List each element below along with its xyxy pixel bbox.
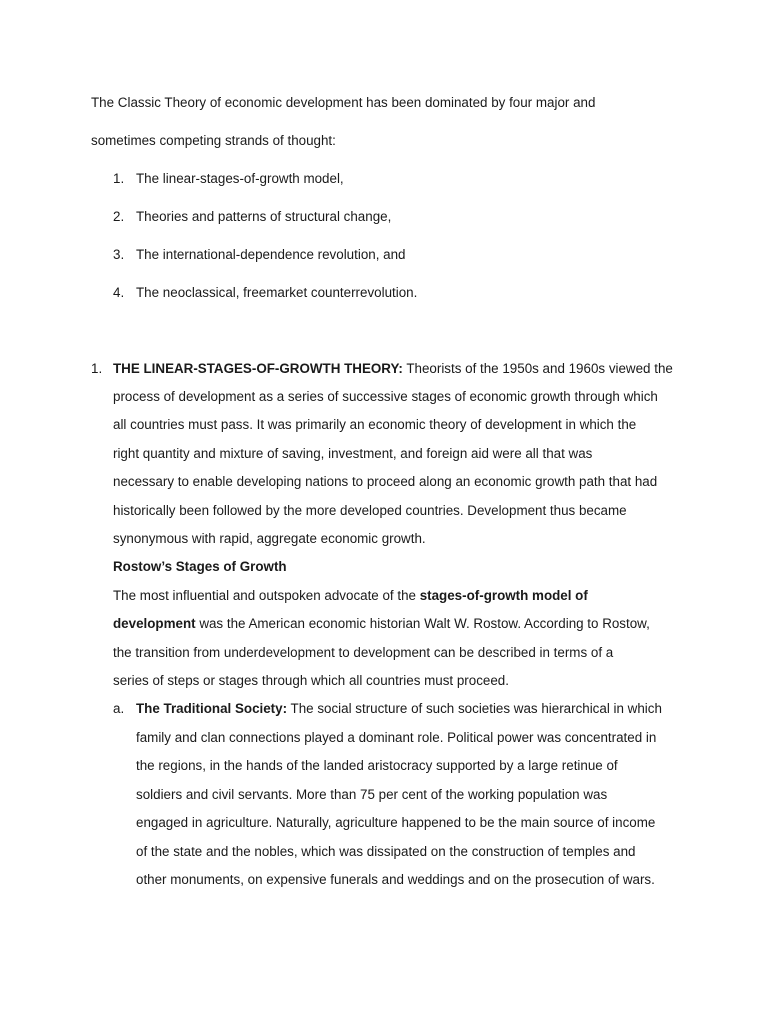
section-line: right quantity and mixture of saving, investment, and foreign aid were all that was <box>113 446 593 461</box>
section-first-line <box>113 360 673 378</box>
section-line: synonymous with rapid, aggregate economic growth. <box>113 531 426 546</box>
item-line: other monuments, on expensive funerals and weddings and on the prosecution of wars. <box>136 872 655 887</box>
rostow-text: was the American economic historian Walt W. Rostow. According to Rostow, <box>195 616 650 631</box>
rostow-bold: stages-of-growth model of <box>419 588 588 603</box>
section-heading: THE LINEAR-STAGES-OF-GROWTH THEORY: <box>113 361 403 376</box>
rostow-line-2 <box>113 615 650 633</box>
item-marker: a. <box>113 701 125 716</box>
strand-marker: 3. <box>113 247 125 262</box>
strand-text: The neoclassical, freemarket counterrevolution. <box>136 285 418 300</box>
item-line: of the state and the nobles, which was dissipated on the construction of temples and <box>136 844 636 859</box>
section-marker: 1. <box>91 361 103 376</box>
intro-line-2: sometimes competing strands of thought: <box>91 133 336 148</box>
strand-text: Theories and patterns of structural change, <box>136 209 392 224</box>
section-line: historically been followed by the more developed countries. Development thus became <box>113 503 627 518</box>
rostow-line-4: series of steps or stages through which all countries must proceed. <box>113 673 509 688</box>
item-line: engaged in agriculture. Naturally, agriculture happened to be the main source of income <box>136 815 656 830</box>
strand-text: The linear-stages-of-growth model, <box>136 171 344 186</box>
section-line: process of development as a series of successive stages of economic growth through which <box>113 389 658 404</box>
section-line: necessary to enable developing nations to proceed along an economic growth path that had <box>113 474 658 489</box>
subheading <box>113 558 287 576</box>
item-line: soldiers and civil servants. More than 75 per cent of the working population was <box>136 787 608 802</box>
item-line: the regions, in the hands of the landed aristocracy supported by a large retinue of <box>136 758 618 773</box>
item-heading: The Traditional Society: <box>136 701 288 716</box>
item-first-line <box>136 700 662 718</box>
strand-marker: 4. <box>113 285 125 300</box>
item-line: family and clan connections played a dominant role. Political power was concentrated in <box>136 730 657 745</box>
strand-text: The international-dependence revolution, and <box>136 247 406 262</box>
intro-line-1: The Classic Theory of economic development has been dominated by four major and <box>91 95 596 110</box>
rostow-bold: development <box>113 616 196 631</box>
rostow-text: The most influential and outspoken advocate of the <box>113 588 420 603</box>
strand-marker: 1. <box>113 171 125 186</box>
rostow-line-1 <box>113 587 588 605</box>
rostow-line-3: the transition from underdevelopment to development can be described in terms of a <box>113 645 614 660</box>
section-first-line-rest: Theorists of the 1950s and 1960s viewed the <box>402 361 673 376</box>
subheading-text: Rostow’s Stages of Growth <box>113 559 287 574</box>
item-first-rest: The social structure of such societies was hierarchical in which <box>287 701 662 716</box>
strand-marker: 2. <box>113 209 125 224</box>
section-line: all countries must pass. It was primarily an economic theory of development in which the <box>113 417 637 432</box>
